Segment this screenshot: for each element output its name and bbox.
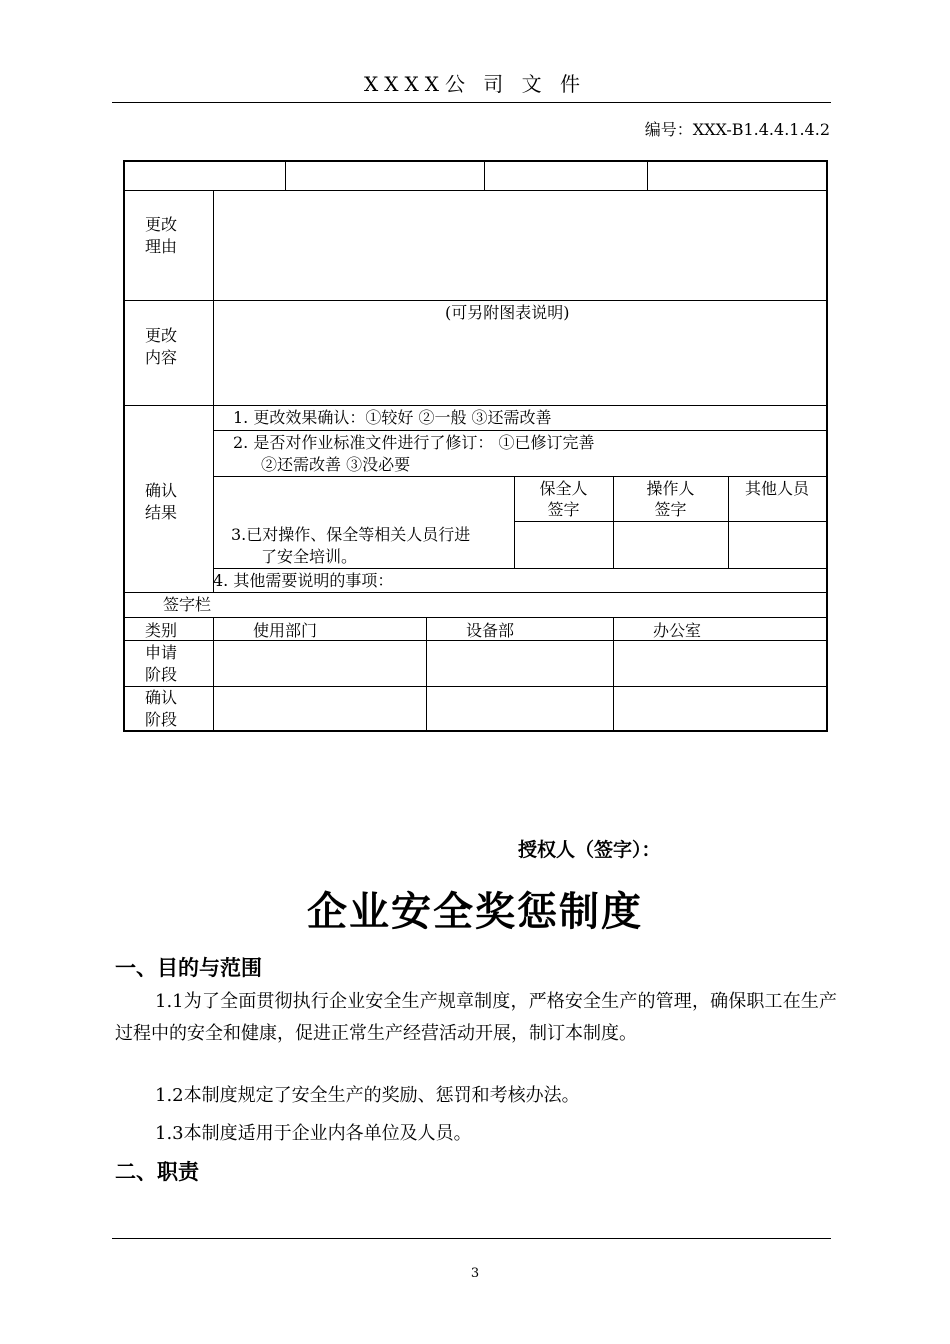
row-apply-label-1: 申请: [145, 643, 178, 662]
form-divider: [426, 617, 427, 730]
change-reason-label-2: 理由: [145, 237, 178, 256]
header-title: XXXX公 司 文 件: [363, 72, 587, 96]
item-training-line1: 3.已对操作、保全等相关人员行进: [231, 525, 471, 544]
confirm-result-label-2: 结果: [145, 503, 178, 522]
form-divider: [514, 521, 826, 522]
form-divider: [213, 568, 826, 569]
item-other-notes: 4. 其他需要说明的事项：: [213, 571, 394, 590]
col-using-department: 使用部门: [253, 621, 318, 640]
form-divider: [125, 190, 826, 191]
document-title: 企业安全奖惩制度: [307, 889, 643, 935]
change-reason-label-1: 更改: [145, 215, 178, 234]
col-category: 类别: [145, 621, 178, 640]
change-form-table: [123, 160, 828, 732]
item-training-line2: 了安全培训。: [261, 547, 358, 566]
sign-operator-label-2: 签字: [654, 500, 687, 519]
row-confirm-label-1: 确认: [145, 688, 178, 707]
section-1-paragraph-1: 1.1为了全面贯彻执行企业安全生产规章制度，严格安全生产的管理，确保职工在生产过程中的安全和健康，促进正常生产经营活动开展，制订本制度。: [115, 991, 837, 1044]
change-content-label-2: 内容: [145, 348, 178, 367]
form-divider: [125, 300, 826, 301]
form-divider: [125, 640, 826, 641]
item-revision-line1: 2. 是否对作业标准文件进行了修订： ①已修订完善: [233, 433, 595, 452]
form-divider: [125, 686, 826, 687]
confirm-result-label-1: 确认: [145, 481, 178, 500]
header-divider: [112, 102, 831, 103]
form-divider: [213, 190, 214, 592]
row-confirm-label-2: 阶段: [145, 710, 178, 729]
sign-safety-label-1: 保全人: [539, 479, 588, 498]
section-1-paragraph-3: 1.3本制度适用于企业内各单位及人员。: [155, 1123, 472, 1144]
change-content-label-1: 更改: [145, 326, 178, 345]
document-number: 编号：XXX-B1.4.4.1.4.2: [644, 120, 830, 139]
form-divider: [213, 617, 214, 730]
authorizer-signature: 授权人（签字）：: [518, 839, 661, 861]
form-divider: [213, 430, 826, 431]
form-divider: [613, 617, 614, 730]
item-effect-confirm: 1. 更改效果确认：①较好 ②一般 ③还需改善: [233, 408, 552, 427]
form-divider: [285, 162, 286, 190]
section-1-heading: 一、目的与范围: [115, 956, 262, 980]
form-divider: [647, 162, 648, 190]
form-divider: [213, 476, 826, 477]
form-divider: [125, 617, 826, 618]
section-2-heading: 二、职责: [115, 1160, 199, 1184]
row-apply-label-2: 阶段: [145, 665, 178, 684]
change-content-note: (可另附图表说明): [445, 303, 570, 322]
form-divider: [125, 592, 826, 593]
form-divider: [484, 162, 485, 190]
sign-safety-label-2: 签字: [547, 500, 580, 519]
sign-operator-label-1: 操作人: [646, 479, 695, 498]
col-equipment-department: 设备部: [466, 621, 515, 640]
signature-bar-label: 签字栏: [163, 595, 212, 614]
col-office: 办公室: [653, 621, 702, 640]
page-number: 3: [470, 1266, 480, 1281]
form-divider: [125, 405, 826, 406]
section-1-paragraph-2: 1.2本制度规定了安全生产的奖励、惩罚和考核办法。: [155, 1085, 580, 1106]
sign-other-label: 其他人员: [744, 479, 809, 498]
footer-divider: [112, 1238, 831, 1239]
item-revision-line2: ②还需改善 ③没必要: [261, 455, 411, 474]
